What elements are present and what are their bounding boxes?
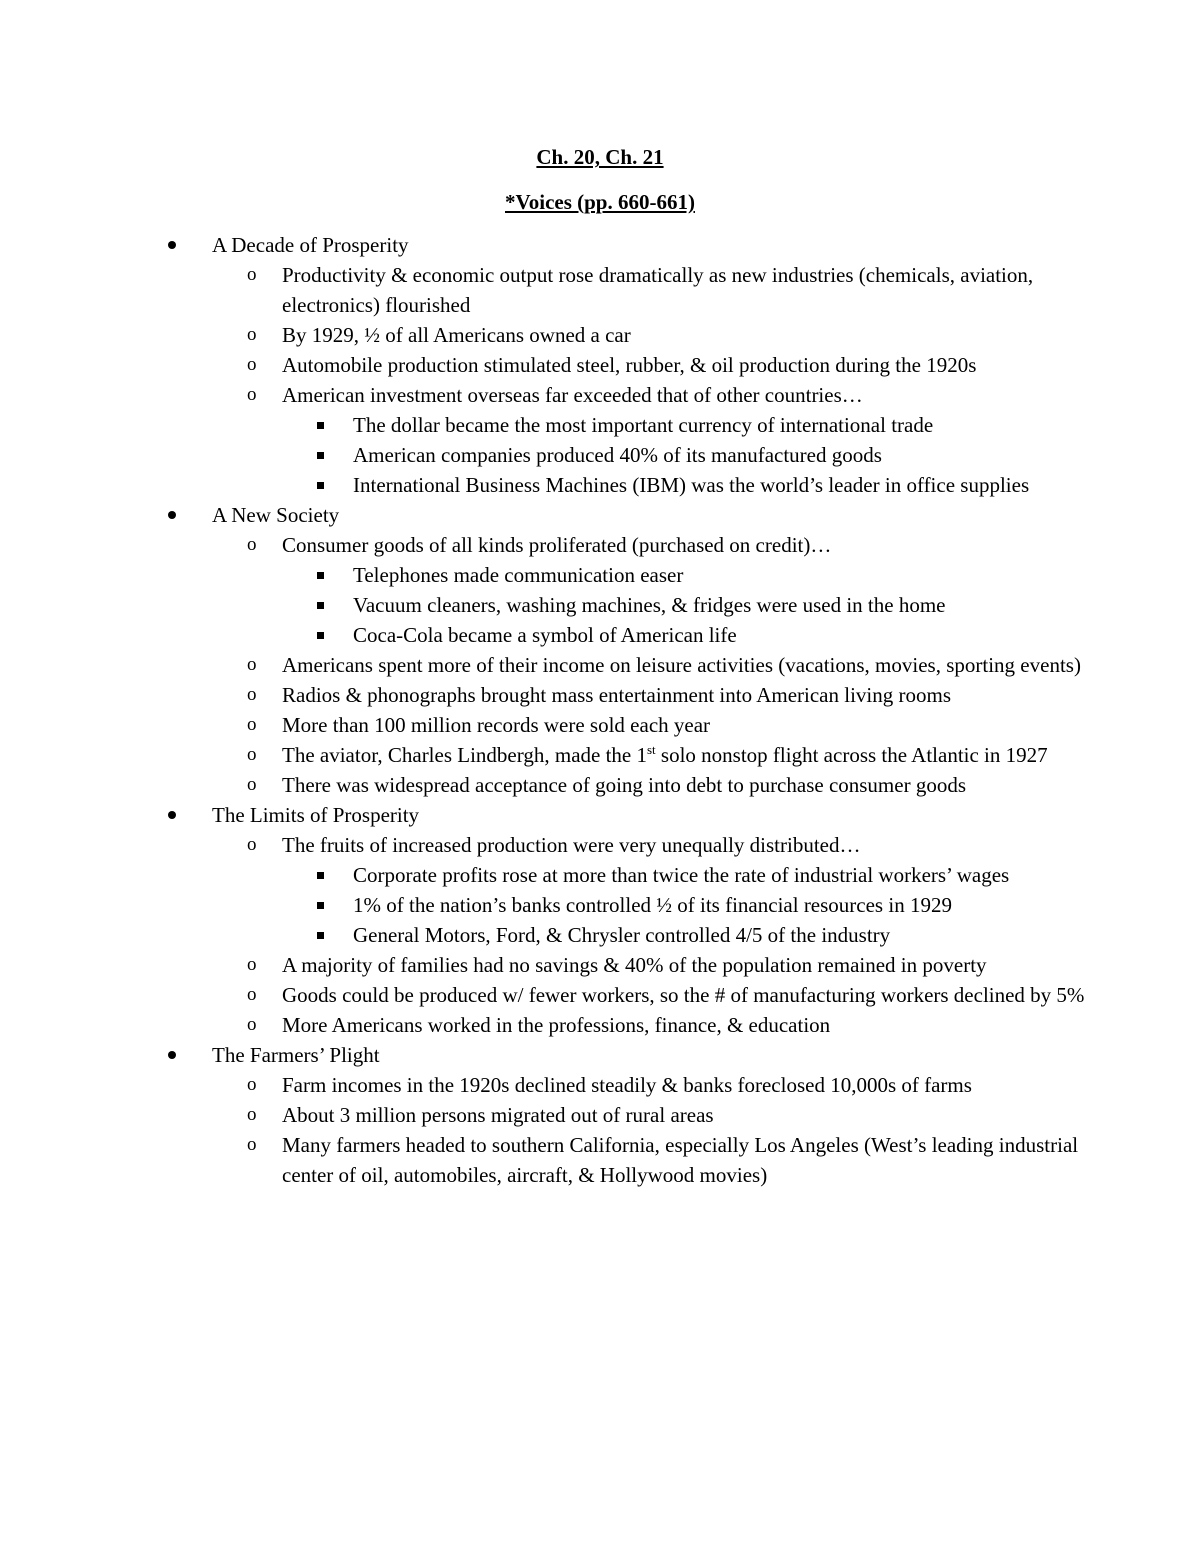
sub-list-item	[0, 560, 1200, 590]
bullet-square-icon	[317, 920, 324, 950]
list-item-text: Productivity & economic output rose dramatically as new industries (chemicals, aviation, electronics) flourished	[282, 263, 1034, 317]
bullet-circle-icon: o	[247, 834, 257, 855]
list-item-text: Americans spent more of their income on leisure activities (vacations, movies, sporting events)	[282, 653, 1081, 677]
list-item-text: More Americans worked in the professions, finance, & education	[282, 1013, 831, 1037]
bullet-dot-icon	[168, 1040, 176, 1070]
list-item	[0, 830, 1200, 860]
sub-list-item-text: General Motors, Ford, & Chrysler controlled 4/5 of the industry	[353, 923, 891, 947]
list-item	[0, 320, 1200, 350]
bullet-circle-icon: o	[247, 1104, 257, 1125]
section-heading	[0, 800, 1200, 830]
sub-list-item	[0, 590, 1200, 620]
list-item	[0, 650, 1200, 680]
list-item	[0, 1130, 1200, 1190]
list-item	[0, 530, 1200, 560]
list-item-text: American investment overseas far exceeded that of other countries…	[282, 383, 863, 407]
bullet-circle-icon: o	[247, 1134, 257, 1155]
list-item-text: Radios & phonographs brought mass entertainment into American living rooms	[282, 683, 951, 707]
bullet-dot-icon	[168, 800, 176, 830]
list-item-text: More than 100 million records were sold each year	[282, 713, 711, 737]
list-item	[0, 260, 1200, 320]
bullet-square-icon	[317, 860, 324, 890]
sub-list-item-text: The dollar became the most important currency of international trade	[353, 413, 934, 437]
bullet-circle-icon: o	[247, 654, 257, 675]
sub-list-item-text: Telephones made communication easer	[353, 563, 684, 587]
list-item	[0, 710, 1200, 740]
superscript: st	[647, 742, 656, 757]
list-item	[0, 740, 1200, 770]
sub-list-item-text: American companies produced 40% of its manufactured goods	[353, 443, 882, 467]
bullet-square-icon	[317, 620, 324, 650]
page-subtitle: *Voices (pp. 660-661)	[505, 190, 695, 214]
section-heading-text: A Decade of Prosperity	[212, 233, 409, 257]
bullet-square-icon	[317, 890, 324, 920]
list-item	[0, 680, 1200, 710]
outline-list	[0, 230, 1200, 1190]
sub-list-item	[0, 440, 1200, 470]
sub-list-item-text: 1% of the nation’s banks controlled ½ of its financial resources in 1929	[353, 893, 952, 917]
list-item-text: By 1929, ½ of all Americans owned a car	[282, 323, 631, 347]
list-item-text: Goods could be produced w/ fewer workers, so the # of manufacturing workers declined by 5%	[282, 983, 1085, 1007]
section-heading-text: A New Society	[212, 503, 340, 527]
sub-list-item	[0, 890, 1200, 920]
bullet-circle-icon: o	[247, 954, 257, 975]
sub-list-item-text: Coca-Cola became a symbol of American life	[353, 623, 737, 647]
list-item-text: The aviator, Charles Lindbergh, made the 1	[282, 743, 647, 767]
list-item	[0, 1010, 1200, 1040]
list-item	[0, 980, 1200, 1010]
list-item	[0, 770, 1200, 800]
page-title: Ch. 20, Ch. 21	[536, 145, 664, 169]
bullet-square-icon	[317, 590, 324, 620]
list-item	[0, 1070, 1200, 1100]
bullet-circle-icon: o	[247, 1074, 257, 1095]
sub-list-item	[0, 860, 1200, 890]
list-item-text: Many farmers headed to southern California, especially Los Angeles (West’s leading industrial center of oil, automobiles, aircraft, & Hollywood movies)	[282, 1133, 1079, 1187]
bullet-circle-icon: o	[247, 384, 257, 405]
bullet-circle-icon: o	[247, 354, 257, 375]
bullet-circle-icon: o	[247, 264, 257, 285]
section-heading-text: The Limits of Prosperity	[212, 803, 420, 827]
list-item	[0, 950, 1200, 980]
list-item-text: About 3 million persons migrated out of rural areas	[282, 1103, 714, 1127]
bullet-square-icon	[317, 470, 324, 500]
list-item-text: Consumer goods of all kinds proliferated (purchased on credit)…	[282, 533, 832, 557]
section-heading-text: The Farmers’ Plight	[212, 1043, 380, 1067]
bullet-circle-icon: o	[247, 984, 257, 1005]
bullet-square-icon	[317, 560, 324, 590]
bullet-circle-icon: o	[247, 534, 257, 555]
bullet-square-icon	[317, 410, 324, 440]
list-item-text: A majority of families had no savings & 40% of the population remained in poverty	[282, 953, 987, 977]
list-item-text: There was widespread acceptance of going into debt to purchase consumer goods	[282, 773, 967, 797]
bullet-square-icon	[317, 440, 324, 470]
section-heading	[0, 500, 1200, 530]
bullet-circle-icon: o	[247, 744, 257, 765]
section-heading	[0, 1040, 1200, 1070]
bullet-circle-icon: o	[247, 774, 257, 795]
sub-list-item	[0, 620, 1200, 650]
bullet-dot-icon	[168, 230, 176, 260]
bullet-circle-icon: o	[247, 714, 257, 735]
sub-list-item-text: Vacuum cleaners, washing machines, & fridges were used in the home	[353, 593, 946, 617]
list-item-text: Farm incomes in the 1920s declined steadily & banks foreclosed 10,000s of farms	[282, 1073, 972, 1097]
sub-list-item-text: International Business Machines (IBM) was the world’s leader in office supplies	[353, 473, 1030, 497]
sub-list-item	[0, 920, 1200, 950]
section-heading	[0, 230, 1200, 260]
bullet-circle-icon: o	[247, 684, 257, 705]
bullet-dot-icon	[168, 500, 176, 530]
list-item-text: The fruits of increased production were very unequally distributed…	[282, 833, 861, 857]
list-item	[0, 1100, 1200, 1130]
list-item	[0, 380, 1200, 410]
bullet-circle-icon: o	[247, 324, 257, 345]
list-item-text-continued: solo nonstop flight across the Atlantic in 1927	[655, 743, 1048, 767]
bullet-circle-icon: o	[247, 1014, 257, 1035]
sub-list-item	[0, 410, 1200, 440]
list-item	[0, 350, 1200, 380]
sub-list-item-text: Corporate profits rose at more than twice the rate of industrial workers’ wages	[353, 863, 1010, 887]
sub-list-item	[0, 470, 1200, 500]
list-item-text: Automobile production stimulated steel, rubber, & oil production during the 1920s	[282, 353, 977, 377]
